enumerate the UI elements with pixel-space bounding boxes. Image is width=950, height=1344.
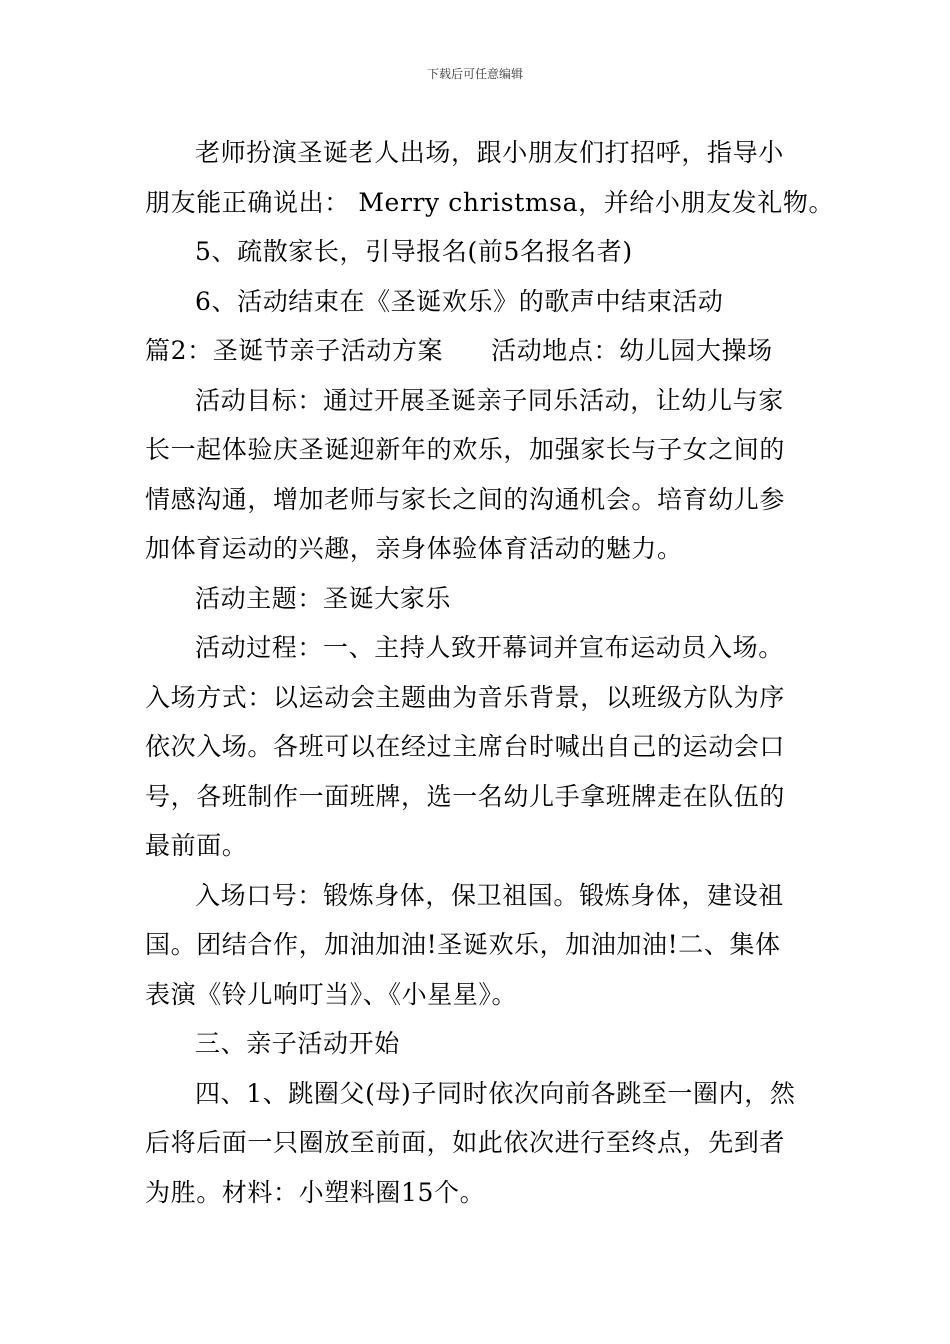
text-line: 四、1、跳圈父(母)子同时依次向前各跳至一圈内，然 xyxy=(195,1078,796,1108)
text-line: 三、亲子活动开始 xyxy=(195,1029,400,1058)
paragraph-step-5 xyxy=(145,227,809,277)
text-line: 5、疏散家长，引导报名(前5名报名者) xyxy=(195,237,633,266)
text-line: 号，各班制作一面班牌，选一名幼儿手拿班牌走在队伍的 xyxy=(145,781,786,811)
paragraph-santa xyxy=(145,128,835,227)
paragraph-step-4 xyxy=(145,1069,809,1218)
text-line: 加体育运动的兴趣，亲身体验体育活动的魅力。 xyxy=(145,534,683,563)
text-line: 依次入场。各班可以在经过主席台时喊出自己的运动会口 xyxy=(145,732,786,761)
text-line: 朋友能正确说出： Merry christmsa，并给小朋友发礼物。 xyxy=(145,187,835,217)
text-line: 后将后面一只圈放至前面，如此依次进行至终点，先到者 xyxy=(145,1128,786,1157)
text-line: 6、活动结束在《圣诞欢乐》的歌声中结束活动 xyxy=(195,286,724,316)
paragraph-slogan xyxy=(145,871,809,1020)
text-line: 入场方式：以运动会主题曲为音乐背景，以班级方队为序 xyxy=(145,682,786,712)
text-line: 活动目标：通过开展圣诞亲子同乐活动，让幼儿与家 xyxy=(195,385,784,415)
text-line: 最前面。 xyxy=(145,831,248,860)
text-line: 活动过程：一、主持人致开幕词并宣布运动员入场。 xyxy=(195,633,784,662)
page-header: 下载后可任意编辑 xyxy=(426,67,523,81)
text-line: 表演《铃儿响叮当》、《小星星》。 xyxy=(145,979,518,1009)
paragraph-process xyxy=(145,623,809,871)
paragraph-step-6 xyxy=(145,277,809,327)
text-line: 国。团结合作，加油加油!圣诞欢乐，加油加油!二、集体 xyxy=(145,930,781,959)
text-line: 情感沟通，增加老师与家长之间的沟通机会。培育幼儿参 xyxy=(145,484,786,514)
text-line: 老师扮演圣诞老人出场，跟小朋友们打招呼，指导小 xyxy=(195,138,784,167)
text-line: 活动主题：圣诞大家乐 xyxy=(195,583,452,613)
paragraph-goals xyxy=(145,376,809,574)
section-title: 篇2：圣诞节亲子活动方案 xyxy=(145,336,444,365)
section-heading xyxy=(145,326,809,376)
text-line: 长一起体验庆圣诞迎新年的欢乐，加强家长与子女之间的 xyxy=(145,435,786,464)
document-body xyxy=(145,128,835,1217)
paragraph-theme xyxy=(145,574,809,624)
activity-location: 活动地点：幼儿园大操场 xyxy=(491,336,773,365)
text-line: 为胜。材料：小塑料圈15个。 xyxy=(145,1177,486,1207)
text-line: 入场口号：锻炼身体，保卫祖国。锻炼身体，建设祖 xyxy=(195,880,784,910)
paragraph-step-3 xyxy=(145,1019,809,1069)
